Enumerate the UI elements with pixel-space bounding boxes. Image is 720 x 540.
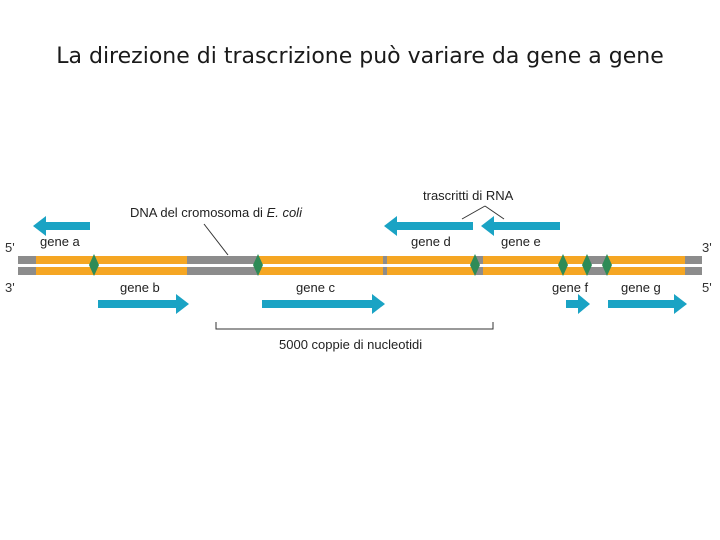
top-left-end-label: 5' (5, 240, 15, 255)
transcript-arrow-gene-c (262, 294, 385, 314)
slide-title: La direzione di trascrizione può variare da gene a gene (56, 44, 664, 69)
dna-caption (130, 205, 303, 220)
transcript-arrow-gene-d (384, 216, 473, 236)
transcript-arrow-gene-b (98, 294, 189, 314)
dna-caption-prefix: DNA del cromosoma di (130, 205, 267, 220)
gene-e-label: gene e (501, 234, 541, 249)
gene-region-f-bottom (563, 267, 587, 275)
dna-caption-species: E. coli (266, 205, 302, 220)
gene-b-label: gene b (120, 280, 160, 295)
dna-double-strand (18, 254, 702, 276)
gene-region-c-bottom (258, 267, 383, 275)
transcript-arrow-gene-f (566, 294, 590, 314)
gene-region-g (607, 256, 685, 264)
gene-region-a (36, 256, 94, 264)
gene-region-e-bottom (483, 267, 563, 275)
gene-f-label: gene f (552, 280, 589, 295)
gene-region-b (94, 256, 187, 264)
rna-pointer-to-d (462, 206, 485, 219)
gene-d-label: gene d (411, 234, 451, 249)
gene-c-label: gene c (296, 280, 336, 295)
gene-region-a-bottom (36, 267, 94, 275)
rna-transcripts-label: trascritti di RNA (423, 188, 514, 203)
gene-g-label: gene g (621, 280, 661, 295)
top-right-end-label: 3' (702, 240, 712, 255)
scale-bar (216, 322, 493, 329)
bottom-right-end-label: 5' (702, 280, 712, 295)
gene-region-b-bottom (94, 267, 187, 275)
gene-region-c (258, 256, 383, 264)
bottom-strand-transcripts (98, 294, 687, 314)
bottom-left-end-label: 3' (5, 280, 15, 295)
transcript-arrow-gene-e (481, 216, 560, 236)
gene-region-d (387, 256, 475, 264)
gene-region-e (483, 256, 563, 264)
gene-region-g-bottom (607, 267, 685, 275)
gene-region-d-bottom (387, 267, 475, 275)
scale-bar-label: 5000 coppie di nucleotidi (279, 337, 423, 352)
rna-pointer-to-e (485, 206, 504, 219)
gene-a-label: gene a (40, 234, 80, 249)
dna-caption-pointer (204, 224, 228, 255)
transcript-arrow-gene-a (33, 216, 90, 236)
transcript-arrow-gene-g (608, 294, 687, 314)
